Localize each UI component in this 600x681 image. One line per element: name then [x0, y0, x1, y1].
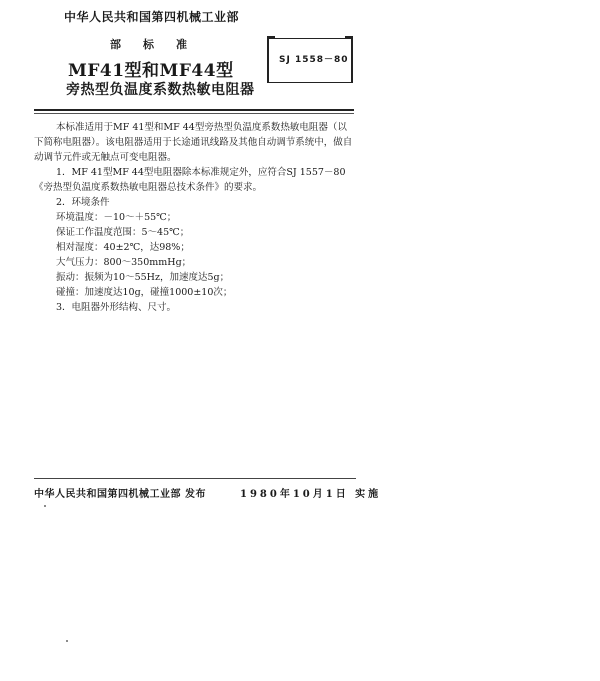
- clause-2-heading: 2．环境条件: [56, 197, 110, 208]
- env-condition: 环境温度：－10～＋55℃；: [56, 212, 177, 223]
- env-condition: 相对湿度：40±2℃，达98%；: [56, 242, 190, 253]
- standard-type-label: 部标准: [110, 38, 209, 51]
- intro-paragraph: 本标准适用于MF 41型和MF 44型旁热型负温度系数热敏电阻器（以下简称电阻器）。该电阻器适用于长途通讯线路及其他自动调节系统中，做自动调节元件或无触点可变电阻器。: [34, 122, 353, 163]
- env-condition: 碰撞：加速度达10g，碰撞1000±10次；: [56, 287, 233, 298]
- header-rule-thin: [34, 113, 354, 114]
- footer-rule: [34, 478, 356, 479]
- clause-1: 1．MF 41型MF 44型电阻器除本标准规定外，应符合SJ 1557－80《旁热型负温度系数热敏电阻器总技术条件》的要求。: [34, 167, 346, 193]
- standard-code-box: [267, 38, 353, 83]
- scan-speck: [66, 640, 68, 642]
- clause-3: 3．电阻器外形结构、尺寸。: [56, 302, 177, 313]
- issuing-ministry: 中华人民共和国第四机械工业部: [64, 10, 240, 24]
- document-body: [34, 120, 356, 315]
- scan-speck: [44, 505, 46, 507]
- env-condition: 振动：振频为10～55Hz，加速度达5g；: [56, 272, 230, 283]
- standard-title-line1: MF41型和MF44型: [68, 61, 234, 81]
- env-condition: 大气压力：800～350mmHg；: [56, 257, 192, 268]
- standard-code: SJ 1558－80: [279, 55, 349, 65]
- standard-title-line2: 旁热型负温度系数热敏电阻器: [66, 82, 255, 98]
- header-rule: [34, 109, 354, 111]
- env-condition: 保证工作温度范围：5～45℃；: [56, 227, 190, 238]
- footer-issuer: 中华人民共和国第四机械工业部 发布: [34, 489, 206, 500]
- footer-effective-date: 1980年10月1日 实施: [240, 489, 382, 500]
